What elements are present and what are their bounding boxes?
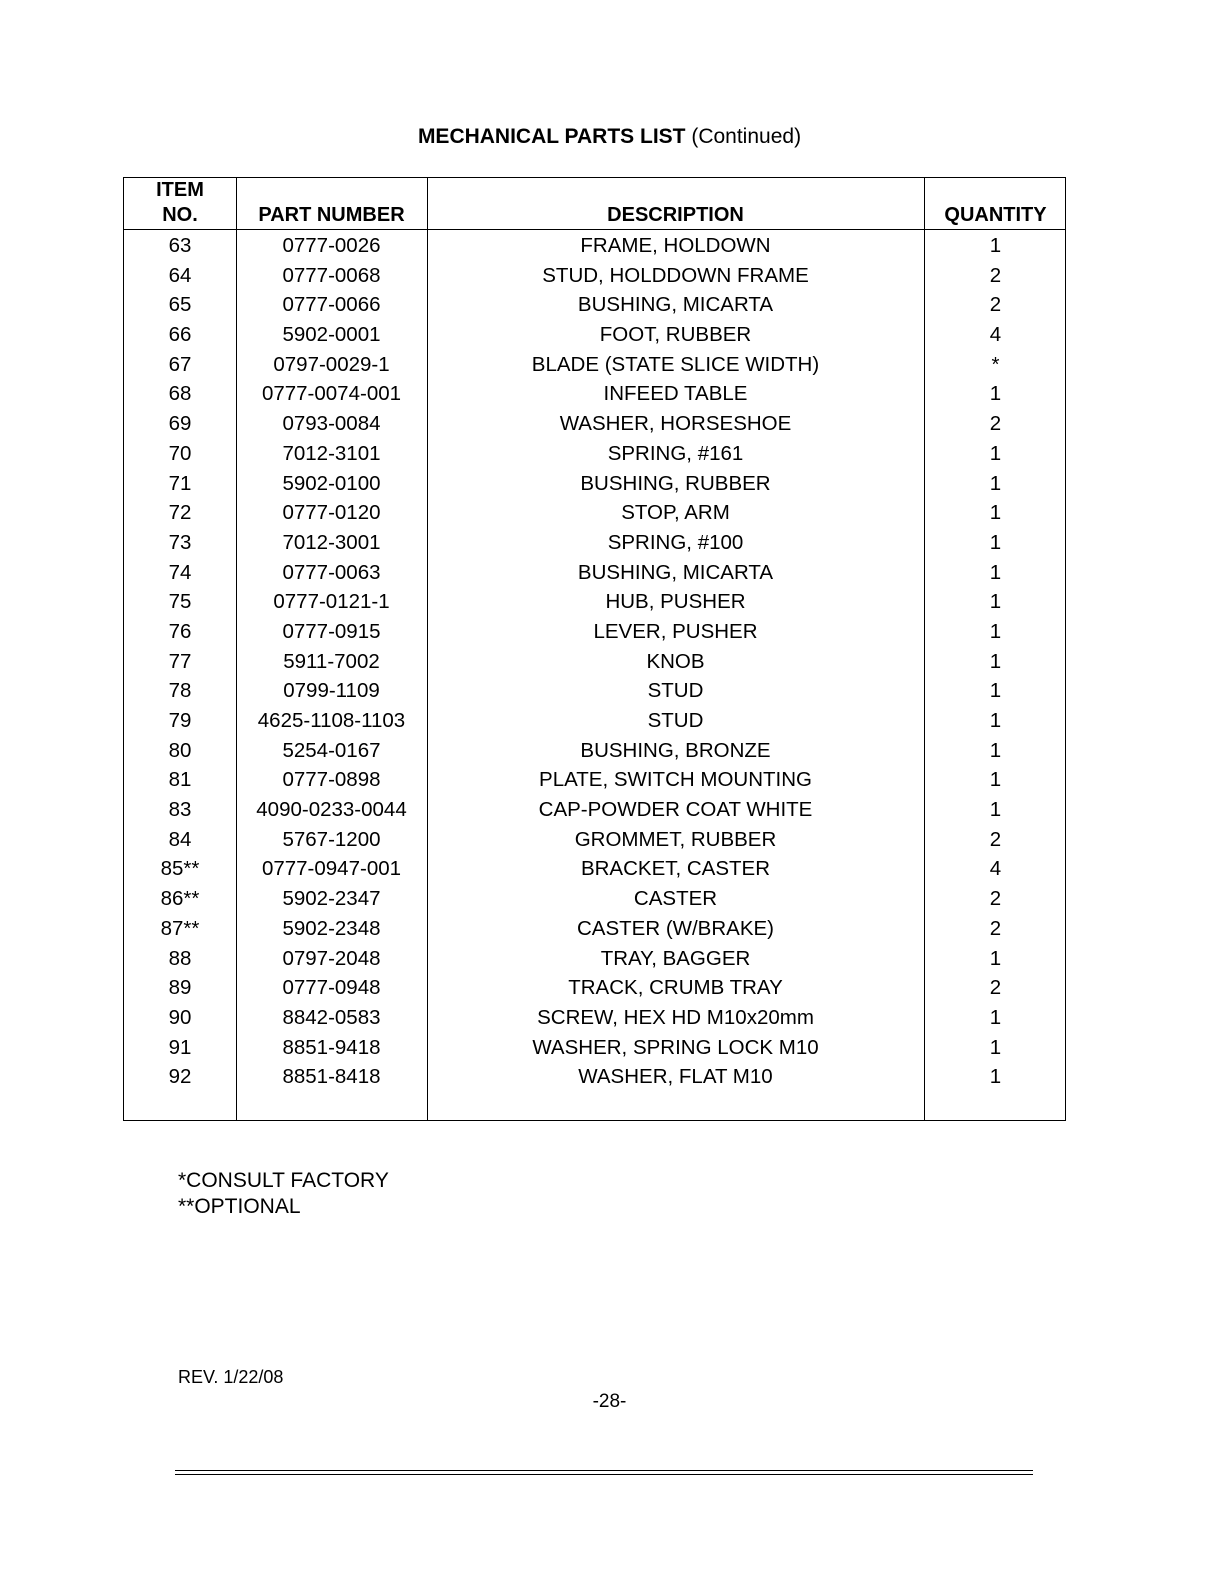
table-row — [124, 231, 1065, 261]
part-number-cell: 0777-0898 — [282, 768, 381, 792]
table-row — [124, 558, 1065, 588]
quantity-cell: 2 — [989, 263, 1002, 287]
part-number-cell: 7012-3001 — [282, 530, 381, 554]
table-row — [124, 973, 1065, 1003]
table-row — [124, 944, 1065, 974]
description-cell: BUSHING, MICARTA — [577, 560, 774, 584]
item-no-cell: 92 — [168, 1065, 192, 1089]
table-body — [124, 231, 1065, 1092]
table-row — [124, 765, 1065, 795]
quantity-cell: 2 — [989, 887, 1002, 911]
part-number-cell: 8842-0583 — [282, 1005, 381, 1029]
quantity-cell: 1 — [989, 590, 1002, 614]
table-row — [124, 261, 1065, 291]
table-row — [124, 469, 1065, 499]
table-row — [124, 706, 1065, 736]
part-number-cell: 0777-0026 — [282, 234, 381, 257]
description-cell: BUSHING, RUBBER — [580, 471, 771, 495]
item-no-cell: 68 — [168, 382, 192, 406]
table-row — [124, 676, 1065, 706]
footer-rule — [175, 1470, 1033, 1471]
item-no-cell: 76 — [168, 619, 192, 643]
description-cell: STUD, HOLDDOWN FRAME — [542, 263, 809, 287]
part-number-cell: 0777-0066 — [282, 293, 381, 317]
revision-date: REV. 1/22/08 — [178, 1367, 284, 1387]
description-cell: KNOB — [646, 649, 705, 673]
item-no-cell: 88 — [168, 946, 192, 970]
quantity-cell: 1 — [989, 679, 1002, 703]
description-cell: WASHER, HORSESHOE — [559, 412, 792, 436]
part-number-cell: 8851-8418 — [282, 1065, 381, 1089]
description-cell: CASTER — [633, 887, 718, 911]
parts-table — [123, 177, 1066, 1121]
part-number-cell: 5902-0001 — [282, 323, 381, 347]
page-title — [0, 125, 1219, 149]
quantity-cell: 4 — [989, 857, 1002, 881]
part-number-cell: 5902-2347 — [282, 887, 381, 911]
quantity-cell: 1 — [989, 709, 1002, 732]
item-no-cell: 72 — [168, 501, 192, 525]
description-cell: FOOT, RUBBER — [599, 323, 752, 347]
item-no-cell: 84 — [168, 827, 192, 851]
quantity-cell: 1 — [989, 471, 1002, 495]
item-no-cell: 69 — [168, 412, 192, 436]
table-row — [124, 1033, 1065, 1063]
part-number-cell: 8851-9418 — [282, 1035, 381, 1059]
table-row — [124, 290, 1065, 320]
part-number-cell: 0797-2048 — [282, 946, 381, 970]
item-no-cell: 63 — [168, 234, 192, 257]
item-no-cell: 89 — [168, 976, 192, 1000]
page-number: -28- — [592, 1391, 627, 1412]
title-bold: MECHANICAL PARTS LIST — [417, 125, 686, 148]
part-number-cell: 5902-2348 — [282, 916, 381, 940]
quantity-cell: 1 — [989, 1005, 1002, 1029]
part-number-cell: 4625-1108-1103 — [257, 709, 406, 732]
part-number-cell: 0777-0063 — [282, 560, 381, 584]
description-cell: STUD — [647, 709, 704, 732]
table-row — [124, 647, 1065, 677]
quantity-cell: 2 — [989, 916, 1002, 940]
part-number-cell: 0777-0915 — [282, 619, 381, 643]
description-cell: CASTER (W/BRAKE) — [576, 916, 775, 940]
table-row — [124, 884, 1065, 914]
footnotes — [178, 1168, 389, 1220]
table-row — [124, 1003, 1065, 1033]
quantity-cell: 1 — [989, 798, 1002, 822]
part-number-cell: 5254-0167 — [282, 738, 381, 762]
table-row — [124, 528, 1065, 558]
description-cell: BRACKET, CASTER — [580, 857, 771, 881]
description-cell: SPRING, #161 — [607, 441, 744, 465]
quantity-cell: 1 — [989, 382, 1002, 406]
description-cell: TRACK, CRUMB TRAY — [568, 976, 783, 1000]
quantity-cell: 1 — [989, 560, 1002, 584]
footer-rule — [175, 1474, 1033, 1475]
quantity-cell: 1 — [989, 619, 1002, 643]
part-number-cell: 7012-3101 — [282, 441, 381, 465]
footnote-optional: **OPTIONAL — [178, 1195, 301, 1218]
item-no-cell: 64 — [168, 263, 192, 287]
table-row — [124, 587, 1065, 617]
description-cell: INFEED TABLE — [603, 382, 748, 406]
table-row — [124, 498, 1065, 528]
part-number-cell: 5911-7002 — [283, 649, 380, 673]
item-no-cell: 77 — [168, 649, 192, 673]
part-number-cell: 0777-0948 — [282, 976, 381, 1000]
item-no-cell: 78 — [168, 679, 192, 703]
item-no-cell: 65 — [168, 293, 192, 317]
part-number-cell: 0777-0074-001 — [261, 382, 402, 406]
part-number-cell: 0799-1109 — [283, 679, 380, 703]
item-no-cell: 90 — [168, 1005, 192, 1029]
part-number-cell: 0793-0084 — [282, 412, 381, 436]
header-item-line1: ITEM — [156, 179, 204, 201]
quantity-cell: * — [991, 352, 1000, 376]
item-no-cell: 71 — [168, 471, 192, 495]
item-no-cell: 83 — [168, 798, 192, 822]
item-no-cell: 67 — [168, 352, 192, 376]
item-no-cell: 66 — [168, 323, 192, 347]
description-cell: STOP, ARM — [621, 501, 730, 525]
header-item-line2: NO. — [162, 204, 198, 226]
quantity-cell: 4 — [989, 323, 1002, 347]
description-cell: BLADE (STATE SLICE WIDTH) — [531, 352, 820, 376]
table-row — [124, 409, 1065, 439]
item-no-cell: 70 — [168, 441, 192, 465]
item-no-cell: 87** — [160, 916, 200, 940]
description-cell: STUD — [647, 679, 704, 703]
description-cell: HUB, PUSHER — [605, 590, 746, 614]
quantity-cell: 1 — [989, 946, 1002, 970]
table-row — [124, 439, 1065, 469]
part-number-cell: 0797-0029-1 — [273, 352, 390, 376]
table-row — [124, 617, 1065, 647]
footnote-consult-factory: *CONSULT FACTORY — [178, 1169, 389, 1192]
part-number-cell: 0777-0121-1 — [273, 590, 390, 614]
header-description: DESCRIPTION — [607, 204, 744, 226]
item-no-cell: 73 — [168, 530, 192, 554]
header-item-no — [124, 178, 236, 229]
quantity-cell: 2 — [989, 827, 1002, 851]
part-number-cell: 5902-0100 — [282, 471, 381, 495]
quantity-cell: 1 — [989, 530, 1002, 554]
quantity-cell: 1 — [989, 768, 1002, 792]
quantity-cell: 2 — [989, 412, 1002, 436]
part-number-cell: 0777-0120 — [282, 501, 381, 525]
description-cell: BUSHING, MICARTA — [577, 293, 774, 317]
table-row — [124, 854, 1065, 884]
part-number-cell: 4090-0233-0044 — [256, 798, 407, 822]
item-no-cell: 81 — [168, 768, 192, 792]
description-cell: WASHER, FLAT M10 — [578, 1065, 773, 1089]
description-cell: GROMMET, RUBBER — [574, 827, 777, 851]
item-no-cell: 79 — [168, 709, 192, 732]
quantity-cell: 1 — [989, 1035, 1002, 1059]
quantity-cell: 1 — [989, 649, 1002, 673]
part-number-cell: 5767-1200 — [282, 827, 381, 851]
header-divider — [124, 229, 1065, 230]
description-cell: PLATE, SWITCH MOUNTING — [539, 768, 812, 792]
item-no-cell: 80 — [168, 738, 192, 762]
description-cell: WASHER, SPRING LOCK M10 — [532, 1035, 819, 1059]
table-row — [124, 914, 1065, 944]
table-row — [124, 1062, 1065, 1092]
table-row — [124, 350, 1065, 380]
table-row — [124, 795, 1065, 825]
table-row — [124, 736, 1065, 766]
description-cell: TRAY, BAGGER — [600, 946, 751, 970]
title-suffix: (Continued) — [685, 125, 802, 148]
quantity-cell: 1 — [989, 441, 1002, 465]
item-no-cell: 74 — [168, 560, 192, 584]
quantity-cell: 1 — [989, 1065, 1002, 1089]
table-row — [124, 825, 1065, 855]
description-cell: LEVER, PUSHER — [593, 619, 758, 643]
quantity-cell: 1 — [989, 501, 1002, 525]
description-cell: BUSHING, BRONZE — [580, 738, 771, 762]
item-no-cell: 86** — [160, 887, 200, 911]
description-cell: SCREW, HEX HD M10x20mm — [537, 1005, 814, 1029]
table-row — [124, 320, 1065, 350]
table-row — [124, 379, 1065, 409]
quantity-cell: 1 — [989, 738, 1002, 762]
description-cell: FRAME, HOLDOWN — [580, 234, 771, 257]
header-part-number: PART NUMBER — [258, 204, 405, 226]
quantity-cell: 2 — [989, 293, 1002, 317]
description-cell: SPRING, #100 — [607, 530, 744, 554]
part-number-cell: 0777-0068 — [282, 263, 381, 287]
quantity-cell: 1 — [989, 234, 1002, 257]
header-quantity: QUANTITY — [944, 204, 1047, 226]
item-no-cell: 85** — [160, 857, 200, 881]
quantity-cell: 2 — [989, 976, 1002, 1000]
item-no-cell: 75 — [168, 590, 192, 614]
part-number-cell: 0777-0947-001 — [261, 857, 402, 881]
item-no-cell: 91 — [168, 1035, 192, 1059]
description-cell: CAP-POWDER COAT WHITE — [538, 798, 813, 822]
